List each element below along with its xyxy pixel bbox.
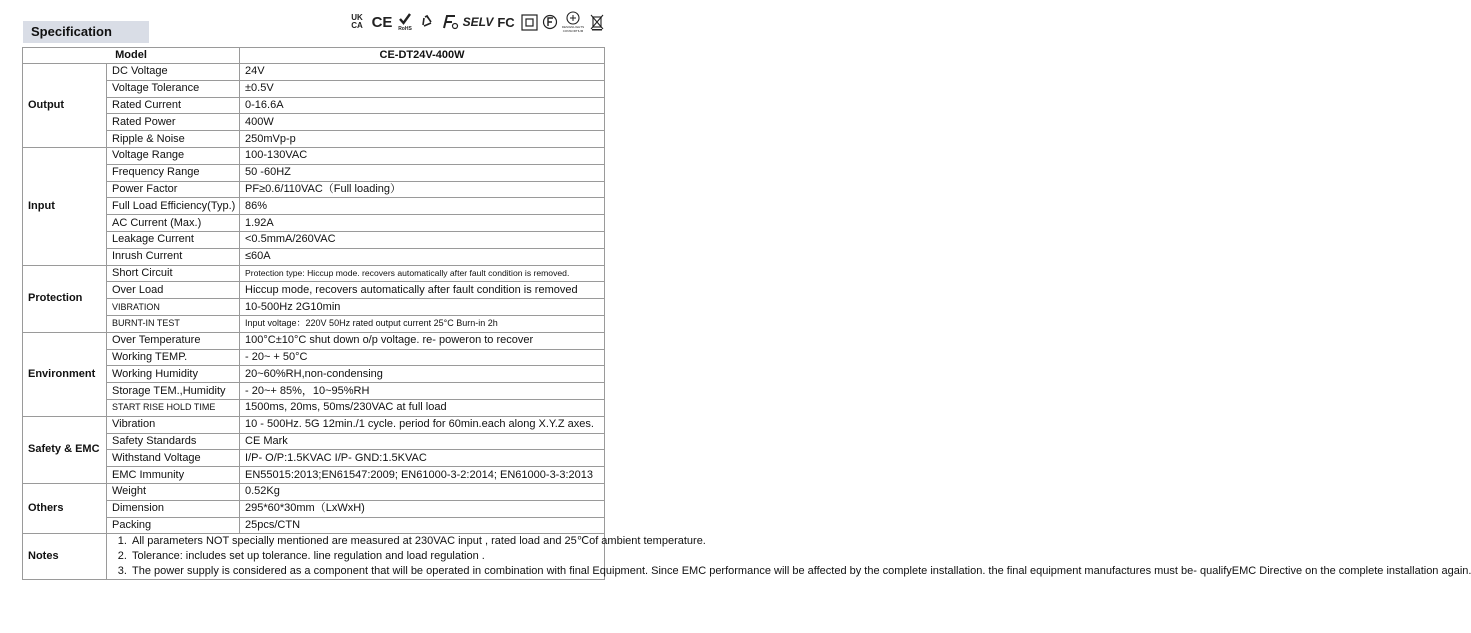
table-row — [23, 80, 605, 97]
row-label: Over Load — [107, 282, 240, 299]
row-value: 50 -60HZ — [240, 164, 605, 181]
row-label: Rated Power — [107, 114, 240, 131]
group-output: Output — [23, 64, 107, 148]
row-label: Storage TEM.,Humidity — [107, 383, 240, 400]
table-row — [23, 399, 605, 416]
row-label: Vibration — [107, 416, 240, 433]
f-circle-icon — [541, 10, 559, 34]
row-value: CE Mark — [240, 433, 605, 450]
table-row — [23, 114, 605, 131]
row-label: Leakage Current — [107, 231, 240, 248]
table-row — [23, 164, 605, 181]
table-row — [23, 332, 605, 349]
table-row — [23, 181, 605, 198]
table-row — [23, 416, 605, 433]
row-label: Ripple & Noise — [107, 131, 240, 148]
row-value: EN55015:2013;EN61547:2009; EN61000-3-2:2014; EN61000-3-3:2013 — [240, 467, 605, 484]
row-value: - 20~+ 85%，10~95%RH — [240, 383, 605, 400]
row-label: Working Humidity — [107, 366, 240, 383]
table-row — [23, 248, 605, 265]
row-label: Inrush Current — [107, 248, 240, 265]
row-label: Power Factor — [107, 181, 240, 198]
row-label: VIBRATION — [107, 299, 240, 316]
model-value: CE-DT24V-400W — [240, 48, 605, 64]
row-label: Voltage Tolerance — [107, 80, 240, 97]
table-row — [23, 366, 605, 383]
table-row — [23, 433, 605, 450]
row-value: 100°C±10°C shut down o/p voltage. re- poweron to recover — [240, 332, 605, 349]
table-row — [23, 500, 605, 517]
row-label: START RISE HOLD TIME — [107, 399, 240, 416]
row-value: <0.5mmA/260VAC — [240, 231, 605, 248]
group-environment: Environment — [23, 332, 107, 416]
row-label: Dimension — [107, 500, 240, 517]
table-row — [23, 483, 605, 500]
dlc-text: DESIGNLIGHTS CONSORTIUM — [561, 25, 585, 33]
row-value: 25pcs/CTN — [240, 517, 605, 534]
section-title: Specification — [23, 21, 149, 43]
row-label: Working TEMP. — [107, 349, 240, 366]
table-row — [23, 198, 605, 215]
f-mark-icon — [440, 10, 460, 34]
row-value: 10 - 500Hz. 5G 12min./1 cycle. period for 60min.each along X.Y.Z axes. — [240, 416, 605, 433]
row-value: Hiccup mode, recovers automatically after fault condition is removed — [240, 282, 605, 299]
row-value: 1.92A — [240, 215, 605, 232]
table-row — [23, 265, 605, 282]
table-row — [23, 383, 605, 400]
group-others: Others — [23, 483, 107, 533]
table-row — [23, 231, 605, 248]
row-label: EMC Immunity — [107, 467, 240, 484]
row-value: 10-500Hz 2G10min — [240, 299, 605, 316]
ukca-text: UK CA — [351, 13, 363, 30]
row-label: BURNT-IN TEST — [107, 315, 240, 332]
table-row — [23, 450, 605, 467]
model-header: Model — [23, 48, 240, 64]
row-label: Over Temperature — [107, 332, 240, 349]
table-row — [23, 97, 605, 114]
row-value: 250mVp-p — [240, 131, 605, 148]
row-value: Input voltage：220V 50Hz rated output current 25°C Burn-in 2h — [240, 315, 605, 332]
dlc-mark — [560, 10, 586, 34]
table-row — [23, 315, 605, 332]
notes-cell — [107, 534, 1471, 580]
row-label: AC Current (Max.) — [107, 215, 240, 232]
row-value: ≤60A — [240, 248, 605, 265]
row-label: DC Voltage — [107, 64, 240, 81]
row-value: 86% — [240, 198, 605, 215]
rohs-text: RoHS — [398, 26, 412, 32]
row-label: Weight — [107, 483, 240, 500]
row-label: Short Circuit — [107, 265, 240, 282]
spec-table — [22, 47, 1471, 580]
table-row — [23, 147, 605, 164]
row-label: Safety Standards — [107, 433, 240, 450]
weee-bin-icon — [588, 10, 606, 34]
group-safety-emc: Safety & EMC — [23, 416, 107, 483]
table-row — [23, 215, 605, 232]
ukca-mark — [346, 10, 368, 34]
group-input: Input — [23, 147, 107, 265]
row-value: 295*60*30mm（LxWxH) — [240, 500, 605, 517]
table-row — [23, 467, 605, 484]
row-label: Full Load Efficiency(Typ.) — [107, 198, 240, 215]
table-row — [23, 131, 605, 148]
row-value: 24V — [240, 64, 605, 81]
row-value: 0-16.6A — [240, 97, 605, 114]
row-value: 400W — [240, 114, 605, 131]
notes-list — [112, 534, 1471, 579]
group-protection: Protection — [23, 265, 107, 332]
row-label: Voltage Range — [107, 147, 240, 164]
selv-mark: SELV — [462, 15, 494, 29]
table-row — [23, 299, 605, 316]
table-row — [23, 349, 605, 366]
fc-mark: FC — [497, 14, 515, 30]
row-value: 20~60%RH,non-condensing — [240, 366, 605, 383]
table-row — [23, 517, 605, 534]
row-value: 100-130VAC — [240, 147, 605, 164]
table-row — [23, 282, 605, 299]
row-value: Protection type: Hiccup mode. recovers automatically after fault condition is removed. — [240, 265, 605, 282]
row-label: Withstand Voltage — [107, 450, 240, 467]
table-row — [23, 64, 605, 81]
note-item: 1. All parameters NOT specially mentioned are measured at 230VAC input , rated load and 25℃of ambient temperature. — [130, 534, 604, 549]
row-label: Rated Current — [107, 97, 240, 114]
notes-row — [23, 534, 605, 580]
row-value: I/P- O/P:1.5KVAC I/P- GND:1.5KVAC — [240, 450, 605, 467]
table-header-row — [23, 48, 605, 64]
row-label: Packing — [107, 517, 240, 534]
recycle-icon — [417, 10, 437, 34]
group-notes: Notes — [23, 534, 107, 580]
rohs-icon — [394, 10, 416, 34]
row-value: 0.52Kg — [240, 483, 605, 500]
row-label: Frequency Range — [107, 164, 240, 181]
note-item: 2. Tolerance: includes set up tolerance. line regulation and load regulation . — [130, 549, 604, 564]
note-item: 3. The power supply is considered as a component that will be operated in combination with final Equipment. Since EMC performance will be affected by the complete installation. the final equipment manufactures must be- qualifyEMC Directive on the complete installation again. — [130, 564, 604, 579]
double-insulation-icon — [519, 10, 539, 34]
row-value: - 20~ + 50°C — [240, 349, 605, 366]
row-value: 1500ms, 20ms, 50ms/230VAC at full load — [240, 399, 605, 416]
row-value: ±0.5V — [240, 80, 605, 97]
ce-mark: CE — [371, 13, 393, 31]
row-value: PF≥0.6/110VAC（Full loading） — [240, 181, 605, 198]
